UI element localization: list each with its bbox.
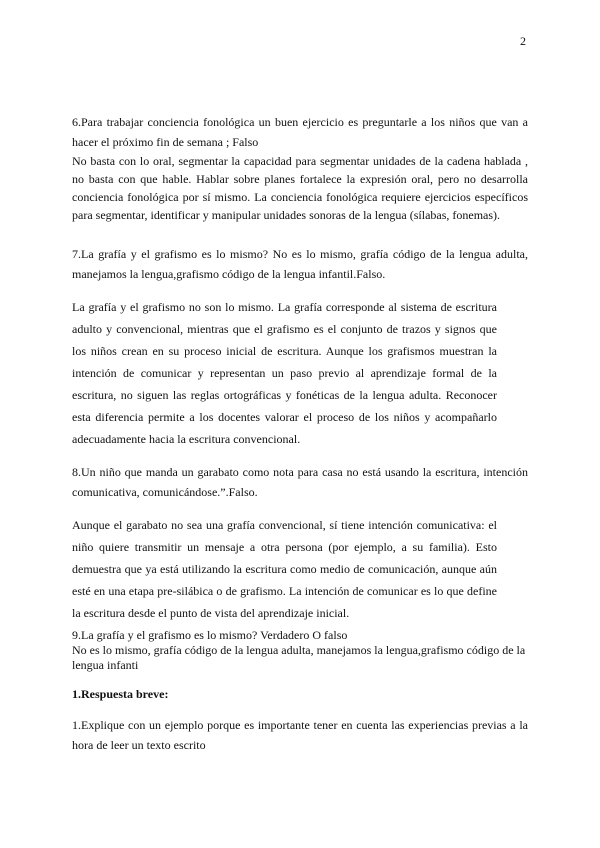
document-body: [72, 112, 528, 755]
question-8-statement: 8.Un niño que manda un garabato como nota para casa no está usando la escritura, intención comunicativa, comunicándose.”.Falso.: [72, 465, 528, 499]
question-7-answer: La grafía y el grafismo no son lo mismo. La grafía corresponde al sistema de escritura adulto y convencional, mientras que el grafismo es el conjunto de trazos y signos que los niños crean en su proceso inicial de escritura. Aunque los grafismos muestran la intención de comunicar y representan un paso previo al aprendizaje formal de la escritura, no siguen las reglas ortográficas y fonéticas de la lengua adulta. Reconocer esta diferencia permite a los docentes valorar el proceso de los niños y acompañarlo adecuadamente hacia la escritura convencional.: [72, 300, 497, 446]
question-9-statement: 9.La grafía y el grafismo es lo mismo? Verdadero O falso: [72, 628, 348, 642]
question-6-statement: 6.Para trabajar conciencia fonológica un buen ejercicio es preguntarle a los niños que van a hacer el próximo fin de semana ; Falso: [72, 115, 528, 149]
question-9-answer: No es lo mismo, grafía código de la lengua adulta, manejamos la lengua,grafismo código de la lengua infanti: [72, 643, 526, 672]
question-8-answer: Aunque el garabato no sea una grafía convencional, sí tiene intención comunicativa: el niño quiere transmitir un mensaje a otra persona (por ejemplo, a su familia). Esto demuestra que ya está utilizando la escritura como medio de comunicación, aunque aún esté en una etapa pre-silábica o de grafismo. La intención de comunicar es lo que define la escritura desde el punto de vista del aprendizaje inicial.: [72, 518, 497, 620]
short-answer-heading: 1.Respuesta breve:: [72, 687, 169, 701]
question-6-answer: No basta con lo oral, segmentar la capacidad para segmentar unidades de la cadena hablada , no basta con que hable. Hablar sobre planes fortalece la expresión oral, pero no desarrolla conciencia fonológica por sí mismo. La conciencia fonológica requiere ejercicios específicos para segmentar, identificar y manipular unidades sonoras de la lengua (sílabas, fonemas).: [72, 154, 528, 222]
short-answer-question-1: 1.Explique con un ejemplo porque es importante tener en cuenta las experiencias previas a la hora de leer un texto escrito: [72, 718, 528, 752]
question-7-statement: 7.La grafía y el grafismo es lo mismo? No es lo mismo, grafía código de la lengua adulta, manejamos la lengua,grafismo código de la lengua infantil.Falso.: [72, 247, 528, 281]
page-number: 2: [520, 34, 526, 48]
